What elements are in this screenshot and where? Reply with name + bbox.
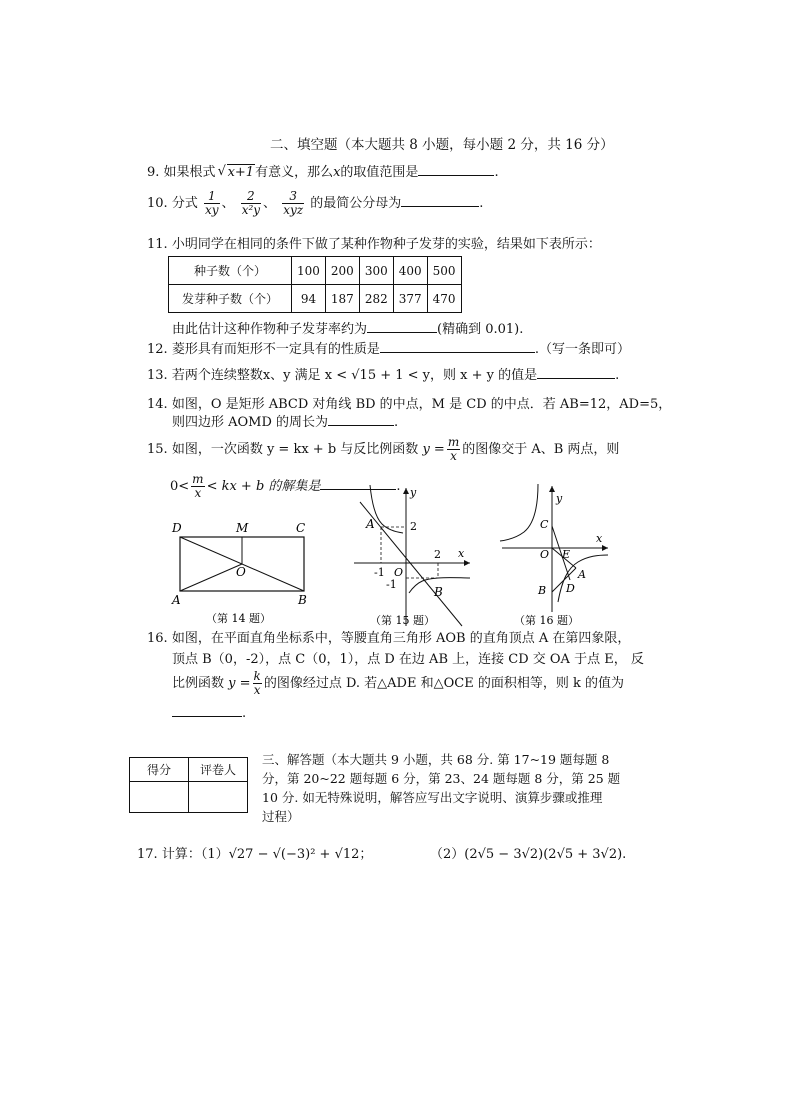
question-14: 14. 如图，O 是矩形 ABCD 对角线 BD 的中点，M 是 CD 的中点．若 AB=12，AD=5， <box>147 397 672 412</box>
table-cell: 评卷人 <box>189 758 248 782</box>
label-m: M <box>236 521 249 535</box>
table-cell: 种子数（个） <box>169 257 292 285</box>
label-c: C <box>296 521 306 535</box>
label-a: A <box>366 517 375 531</box>
table-cell: 200 <box>325 257 359 285</box>
question-16-line3: 比例函数 y = $\frac{k}{x}$ 的图像经过点 D. 若△ADE 和△OCE 的面积相等，则 k 的值为 <box>172 669 624 697</box>
label-d: D <box>566 582 575 595</box>
answer-blank <box>328 425 394 426</box>
fraction-m-over-x: $\frac{m}{x}$ <box>192 472 204 500</box>
question-10: 10. 分式 $\frac{1}{xy}$ 、 $\frac{2}{\text{x²y}}$ 、 $\frac{3}{\text{xyz}}$ 的最简公分母为 . <box>147 189 484 217</box>
label-o: O <box>394 566 404 579</box>
question-11: 11. 小明同学在相同的条件下做了某种作物种子发芽的实验，结果如下表所示： <box>147 237 601 252</box>
x-axis-arrow <box>602 545 608 551</box>
table-cell <box>130 782 189 813</box>
table-cell: 500 <box>427 257 461 285</box>
question-16: 16. 如图，在平面直角坐标系中，等腰直角三角形 AOB 的直角顶点 A 在第四象限， <box>147 631 631 646</box>
table-cell <box>189 782 248 813</box>
label-x: x <box>596 532 603 545</box>
table-cell: 94 <box>292 285 326 313</box>
label-b: B <box>434 585 443 599</box>
label-x: x <box>458 547 465 560</box>
question-11-tail: 由此估计这种作物种子发芽率约为 (精确到 0.01). <box>172 322 524 337</box>
label-y: y <box>410 486 417 499</box>
section3-instructions: 三、解答题（本大题共 9 小题，共 68 分. 第 17~19 题每题 8 分，第 20~22 题每题 6 分，第 23、24 题每题 8 分，第 25 题 10 分. 如无特殊说明，解答应写出文字说明、演算步骤或推理 过程） <box>262 752 621 824</box>
question-16-line2: 顶点 B（0，-2），点 C（0，1），点 D 在边 AB 上，连接 CD 交 OA 于点 E， 反 <box>172 652 644 667</box>
seed-table <box>168 256 462 313</box>
table-row <box>169 257 462 285</box>
label-y: y <box>556 492 563 505</box>
tick-minus1-x: -1 <box>374 566 385 579</box>
score-table <box>129 757 248 813</box>
caption-15: （第 15 题） <box>370 614 435 627</box>
table-cell: 得分 <box>130 758 189 782</box>
question-12: 12. 菱形具有而矩形不一定具有的性质是 .（写一条即可） <box>147 342 630 357</box>
label-b: B <box>298 593 307 607</box>
table-cell: 300 <box>359 257 393 285</box>
answer-blank <box>380 352 535 353</box>
label-c: C <box>540 518 549 531</box>
table-cell: 377 <box>393 285 427 313</box>
y-axis-arrow <box>403 488 409 494</box>
answer-blank <box>367 332 437 333</box>
table-cell: 发芽种子数（个） <box>169 285 292 313</box>
table-cell: 400 <box>393 257 427 285</box>
answer-blank <box>172 716 242 717</box>
tick-2-x: 2 <box>434 548 441 561</box>
question-15: 15. 如图，一次函数 y = kx + b 与反比例函数 y = $\frac{m}{x}$ 的图像交于 A、B 两点，则 <box>147 435 620 463</box>
table-row <box>130 782 248 813</box>
sqrt-symbol: √ x+1 <box>218 165 256 180</box>
label-a: A <box>172 593 181 607</box>
y-axis-arrow <box>549 486 555 492</box>
figure-15-graph <box>346 480 476 628</box>
table-row <box>130 758 248 782</box>
label-d: D <box>172 521 182 535</box>
tick-minus1-y: -1 <box>386 578 397 591</box>
label-o: O <box>540 548 550 561</box>
answer-blank <box>401 206 479 207</box>
question-9: 9. 如果根式√ x+1有意义，那么x的取值范围是 . <box>147 161 499 180</box>
table-cell: 187 <box>325 285 359 313</box>
question-16-answer: . <box>172 706 246 721</box>
label-b: B <box>538 584 547 597</box>
figure-16-graph <box>496 480 616 628</box>
segment-ao <box>180 564 242 591</box>
section2-title: 二、填空题（本大题共 8 小题，每小题 2 分，共 16 分） <box>270 137 614 153</box>
label-e: E <box>562 548 571 561</box>
tick-2-y: 2 <box>410 520 417 533</box>
table-row <box>169 285 462 313</box>
figure-14-rectangle <box>168 518 318 626</box>
question-17: 17. 计算：（1）√27 − √(−3)² + √12； <box>137 847 373 862</box>
hyperbola-branch-upper <box>370 485 403 533</box>
x-axis-arrow <box>464 560 470 566</box>
label-a: A <box>578 568 586 581</box>
question-15-line2: 0< $\frac{m}{x}$ < kx + b 的解集是 . <box>170 472 401 500</box>
fraction-2: $\frac{2}{\text{x²y}}$ <box>241 189 261 217</box>
caption-16: （第 16 题） <box>514 614 579 627</box>
label-o: O <box>236 565 246 579</box>
hyperbola-branch-upper <box>500 484 538 541</box>
question-13: 13. 若两个连续整数x、y 满足 x < √15 + 1 < y，则 x + y 的值是 . <box>147 368 620 383</box>
caption-14: （第 14 题） <box>206 612 271 625</box>
table-cell: 470 <box>427 285 461 313</box>
question-14-line2: 则四边形 AOMD 的周长为 . <box>172 415 399 430</box>
question-number: 9. <box>147 165 160 180</box>
fraction-3: $\frac{3}{\text{xyz}}$ <box>283 189 304 217</box>
answer-blank <box>418 175 494 176</box>
fraction-k-over-x: $\frac{k}{x}$ <box>253 669 261 697</box>
table-cell: 100 <box>292 257 326 285</box>
table-cell: 282 <box>359 285 393 313</box>
question-17-part2: （2）(2√5 − 3√2)(2√5 + 3√2). <box>430 847 627 862</box>
answer-blank <box>537 378 615 379</box>
fraction-1: $\frac{1}{xy}$ <box>204 189 219 217</box>
fraction-m-over-x: $\frac{m}{x}$ <box>447 435 460 463</box>
